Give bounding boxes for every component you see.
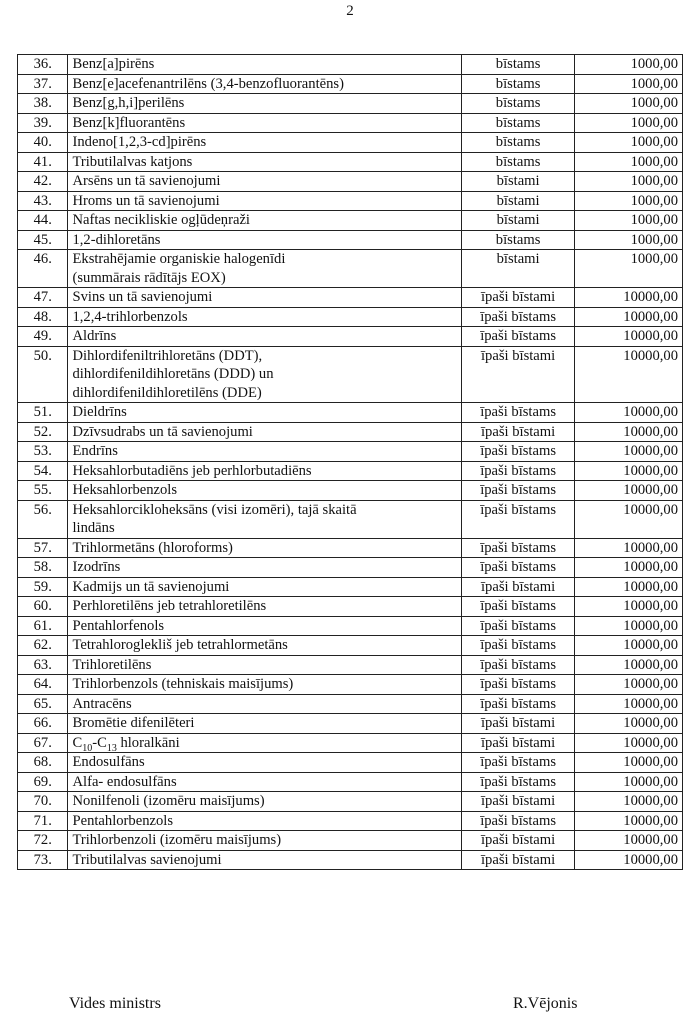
hazard-status: bīstams: [462, 55, 575, 75]
name-part: -C: [92, 734, 107, 751]
limit-value: 10000,00: [574, 558, 682, 578]
limit-value: 10000,00: [574, 733, 682, 753]
hazard-status: īpaši bīstami: [462, 288, 575, 308]
row-number: 60.: [18, 597, 68, 617]
table-row: [18, 288, 683, 308]
row-number: 59.: [18, 577, 68, 597]
limit-value: 10000,00: [574, 675, 682, 695]
limit-value: 10000,00: [574, 811, 682, 831]
hazard-status: bīstams: [462, 94, 575, 114]
table-row: [18, 714, 683, 734]
hazard-status: bīstami: [462, 211, 575, 231]
limit-value: 10000,00: [574, 753, 682, 773]
table-row: [18, 55, 683, 75]
substance-name: Benz[g,h,i]perilēns: [68, 94, 462, 114]
table-row: [18, 230, 683, 250]
hazard-status: īpaši bīstami: [462, 346, 575, 403]
substance-name-line: Dihlordifeniltrihloretāns (DDT),: [72, 347, 263, 364]
substance-name: Pentahlorbenzols: [68, 811, 462, 831]
substance-name: Endosulfāns: [68, 753, 462, 773]
substance-name: Heksahlorbenzols: [68, 481, 462, 501]
table-row: [18, 733, 683, 753]
row-number: 38.: [18, 94, 68, 114]
table-row: [18, 422, 683, 442]
row-number: 51.: [18, 403, 68, 423]
table-row: [18, 191, 683, 211]
substance-name: Hroms un tā savienojumi: [68, 191, 462, 211]
limit-value: 1000,00: [574, 133, 682, 153]
hazard-status: īpaši bīstams: [462, 636, 575, 656]
row-number: 43.: [18, 191, 68, 211]
table-row: [18, 636, 683, 656]
hazard-status: īpaši bīstami: [462, 422, 575, 442]
hazard-status: īpaši bīstams: [462, 616, 575, 636]
limit-value: 10000,00: [574, 577, 682, 597]
row-number: 50.: [18, 346, 68, 403]
hazard-status: bīstams: [462, 152, 575, 172]
row-number: 67.: [18, 733, 68, 753]
hazard-status: bīstams: [462, 230, 575, 250]
limit-value: 1000,00: [574, 172, 682, 192]
limit-value: 10000,00: [574, 481, 682, 501]
hazard-status: bīstami: [462, 250, 575, 288]
table-row: [18, 616, 683, 636]
table-row: [18, 500, 683, 538]
hazard-status: īpaši bīstams: [462, 442, 575, 462]
substance-name: Aldrīns: [68, 327, 462, 347]
substance-name: Perhloretilēns jeb tetrahloretilēns: [68, 597, 462, 617]
row-number: 72.: [18, 831, 68, 851]
row-number: 55.: [18, 481, 68, 501]
row-number: 46.: [18, 250, 68, 288]
substance-name: Dieldrīns: [68, 403, 462, 423]
hazard-status: īpaši bīstams: [462, 403, 575, 423]
substance-name-line: lindāns: [72, 520, 115, 536]
substance-name: Nonilfenoli (izomēru maisījums): [68, 792, 462, 812]
hazard-status: bīstams: [462, 133, 575, 153]
substance-name: Tributilalvas katjons: [68, 152, 462, 172]
substance-name: Benz[k]fluorantēns: [68, 113, 462, 133]
row-number: 57.: [18, 538, 68, 558]
table-row: [18, 597, 683, 617]
substance-name-line: dihlordifenildihloretāns (DDD) un: [72, 366, 274, 382]
limit-value: 10000,00: [574, 422, 682, 442]
row-number: 64.: [18, 675, 68, 695]
table-row: [18, 694, 683, 714]
row-number: 53.: [18, 442, 68, 462]
substance-name: Trihlormetāns (hloroforms): [68, 538, 462, 558]
limit-value: 1000,00: [574, 74, 682, 94]
row-number: 69.: [18, 772, 68, 792]
substances-table: [17, 54, 683, 870]
hazard-status: īpaši bīstami: [462, 714, 575, 734]
limit-value: 1000,00: [574, 152, 682, 172]
limit-value: 10000,00: [574, 461, 682, 481]
row-number: 73.: [18, 850, 68, 870]
substance-name: Alfa- endosulfāns: [68, 772, 462, 792]
hazard-status: īpaši bīstams: [462, 481, 575, 501]
table-row: [18, 481, 683, 501]
hazard-status: īpaši bīstami: [462, 792, 575, 812]
substance-name: Endrīns: [68, 442, 462, 462]
table-row: [18, 133, 683, 153]
row-number: 61.: [18, 616, 68, 636]
limit-value: 10000,00: [574, 307, 682, 327]
table-row: [18, 307, 683, 327]
row-number: 48.: [18, 307, 68, 327]
substance-name: 1,2,4-trihlorbenzols: [68, 307, 462, 327]
table-row: [18, 558, 683, 578]
row-number: 68.: [18, 753, 68, 773]
limit-value: 1000,00: [574, 94, 682, 114]
limit-value: 10000,00: [574, 346, 682, 403]
substance-name: 1,2-dihloretāns: [68, 230, 462, 250]
substance-name: Trihlorbenzoli (izomēru maisījums): [68, 831, 462, 851]
limit-value: 10000,00: [574, 792, 682, 812]
limit-value: 10000,00: [574, 850, 682, 870]
limit-value: 1000,00: [574, 55, 682, 75]
row-number: 47.: [18, 288, 68, 308]
limit-value: 10000,00: [574, 694, 682, 714]
table-row: [18, 113, 683, 133]
table-row: [18, 74, 683, 94]
substance-name: Pentahlorfenols: [68, 616, 462, 636]
hazard-status: īpaši bīstams: [462, 675, 575, 695]
hazard-status: īpaši bīstams: [462, 538, 575, 558]
table-row: [18, 250, 683, 288]
limit-value: 10000,00: [574, 616, 682, 636]
row-number: 44.: [18, 211, 68, 231]
row-number: 56.: [18, 500, 68, 538]
row-number: 45.: [18, 230, 68, 250]
hazard-status: īpaši bīstams: [462, 558, 575, 578]
substance-name: Indeno[1,2,3-cd]pirēns: [68, 133, 462, 153]
table-row: [18, 831, 683, 851]
limit-value: 10000,00: [574, 655, 682, 675]
table-row: [18, 442, 683, 462]
row-number: 40.: [18, 133, 68, 153]
substance-name: Trihlorbenzols (tehniskais maisījums): [68, 675, 462, 695]
limit-value: 10000,00: [574, 636, 682, 656]
substance-name-line: (summārais rādītājs EOX): [72, 269, 226, 286]
row-number: 52.: [18, 422, 68, 442]
table-row: [18, 461, 683, 481]
limit-value: 10000,00: [574, 772, 682, 792]
row-number: 65.: [18, 694, 68, 714]
substance-name: Svins un tā savienojumi: [68, 288, 462, 308]
hazard-status: bīstami: [462, 172, 575, 192]
limit-value: 10000,00: [574, 500, 682, 538]
substance-name-line: Heksahlorcikloheksāns (visi izomēri), tajā skaitā: [72, 501, 357, 518]
row-number: 37.: [18, 74, 68, 94]
hazard-status: īpaši bīstami: [462, 577, 575, 597]
row-number: 58.: [18, 558, 68, 578]
row-number: 42.: [18, 172, 68, 192]
substance-name: Arsēns un tā savienojumi: [68, 172, 462, 192]
substance-name: [68, 346, 462, 403]
substance-name: [68, 500, 462, 538]
hazard-status: īpaši bīstams: [462, 772, 575, 792]
hazard-status: īpaši bīstams: [462, 461, 575, 481]
table-row: [18, 172, 683, 192]
row-number: 36.: [18, 55, 68, 75]
table-row: [18, 655, 683, 675]
table-row: [18, 753, 683, 773]
name-part: C: [72, 734, 83, 751]
substance-name: Antracēns: [68, 694, 462, 714]
substance-name: Bromētie difenilēteri: [68, 714, 462, 734]
hazard-status: īpaši bīstams: [462, 307, 575, 327]
substance-name: Kadmijs un tā savienojumi: [68, 577, 462, 597]
table-row: [18, 811, 683, 831]
substance-name: Trihloretilēns: [68, 655, 462, 675]
substance-name: Izodrīns: [68, 558, 462, 578]
row-number: 62.: [18, 636, 68, 656]
hazard-status: īpaši bīstams: [462, 597, 575, 617]
substance-name: Tetrahloroglekliš jeb tetrahlormetāns: [68, 636, 462, 656]
substance-name: Benz[e]acefenantrilēns (3,4-benzofluorantēns): [68, 74, 462, 94]
row-number: 41.: [18, 152, 68, 172]
limit-value: 1000,00: [574, 230, 682, 250]
table-row: [18, 152, 683, 172]
row-number: 54.: [18, 461, 68, 481]
limit-value: 10000,00: [574, 288, 682, 308]
substance-name: Benz[a]pirēns: [68, 55, 462, 75]
hazard-status: bīstami: [462, 191, 575, 211]
page-number: 2: [346, 3, 354, 19]
table-row: [18, 850, 683, 870]
table-row: [18, 327, 683, 347]
table-row: [18, 772, 683, 792]
row-number: 70.: [18, 792, 68, 812]
row-number: 49.: [18, 327, 68, 347]
hazard-status: īpaši bīstams: [462, 753, 575, 773]
row-number: 66.: [18, 714, 68, 734]
substance-name-line: dihlordifenildihloretilēns (DDE): [72, 384, 262, 401]
limit-value: 1000,00: [574, 113, 682, 133]
table-row: [18, 403, 683, 423]
hazard-status: īpaši bīstams: [462, 811, 575, 831]
limit-value: 10000,00: [574, 327, 682, 347]
hazard-status: bīstams: [462, 113, 575, 133]
hazard-status: īpaši bīstams: [462, 327, 575, 347]
table-row: [18, 675, 683, 695]
signature-name: R.Vējonis: [513, 995, 578, 1012]
name-part: hloralkāni: [116, 734, 180, 751]
row-number: 63.: [18, 655, 68, 675]
subscript: 13: [106, 742, 117, 754]
subscript: 10: [82, 742, 93, 754]
substance-name: [68, 250, 462, 288]
hazard-status: īpaši bīstami: [462, 850, 575, 870]
substance-name-line: Ekstrahējamie organiskie halogenīdi: [72, 251, 286, 267]
table-row: [18, 577, 683, 597]
limit-value: 1000,00: [574, 211, 682, 231]
hazard-status: īpaši bīstami: [462, 831, 575, 851]
table-row: [18, 538, 683, 558]
limit-value: 10000,00: [574, 714, 682, 734]
substance-name: [68, 733, 462, 753]
limit-value: 1000,00: [574, 191, 682, 211]
hazard-status: bīstams: [462, 74, 575, 94]
row-number: 39.: [18, 113, 68, 133]
hazard-status: īpaši bīstams: [462, 694, 575, 714]
table-row: [18, 346, 683, 403]
row-number: 71.: [18, 811, 68, 831]
hazard-status: īpaši bīstami: [462, 733, 575, 753]
table-row: [18, 211, 683, 231]
hazard-status: īpaši bīstams: [462, 655, 575, 675]
substance-name: Tributilalvas savienojumi: [68, 850, 462, 870]
limit-value: 1000,00: [574, 250, 682, 288]
hazard-status: īpaši bīstams: [462, 500, 575, 538]
limit-value: 10000,00: [574, 538, 682, 558]
limit-value: 10000,00: [574, 831, 682, 851]
limit-value: 10000,00: [574, 442, 682, 462]
substance-name: Naftas necikliskie ogļūdeņraži: [68, 211, 462, 231]
limit-value: 10000,00: [574, 403, 682, 423]
substance-name: Dzīvsudrabs un tā savienojumi: [68, 422, 462, 442]
table-row: [18, 792, 683, 812]
substance-name: Heksahlorbutadiēns jeb perhlorbutadiēns: [68, 461, 462, 481]
limit-value: 10000,00: [574, 597, 682, 617]
signature-role: Vides ministrs: [69, 995, 161, 1012]
table-row: [18, 94, 683, 114]
